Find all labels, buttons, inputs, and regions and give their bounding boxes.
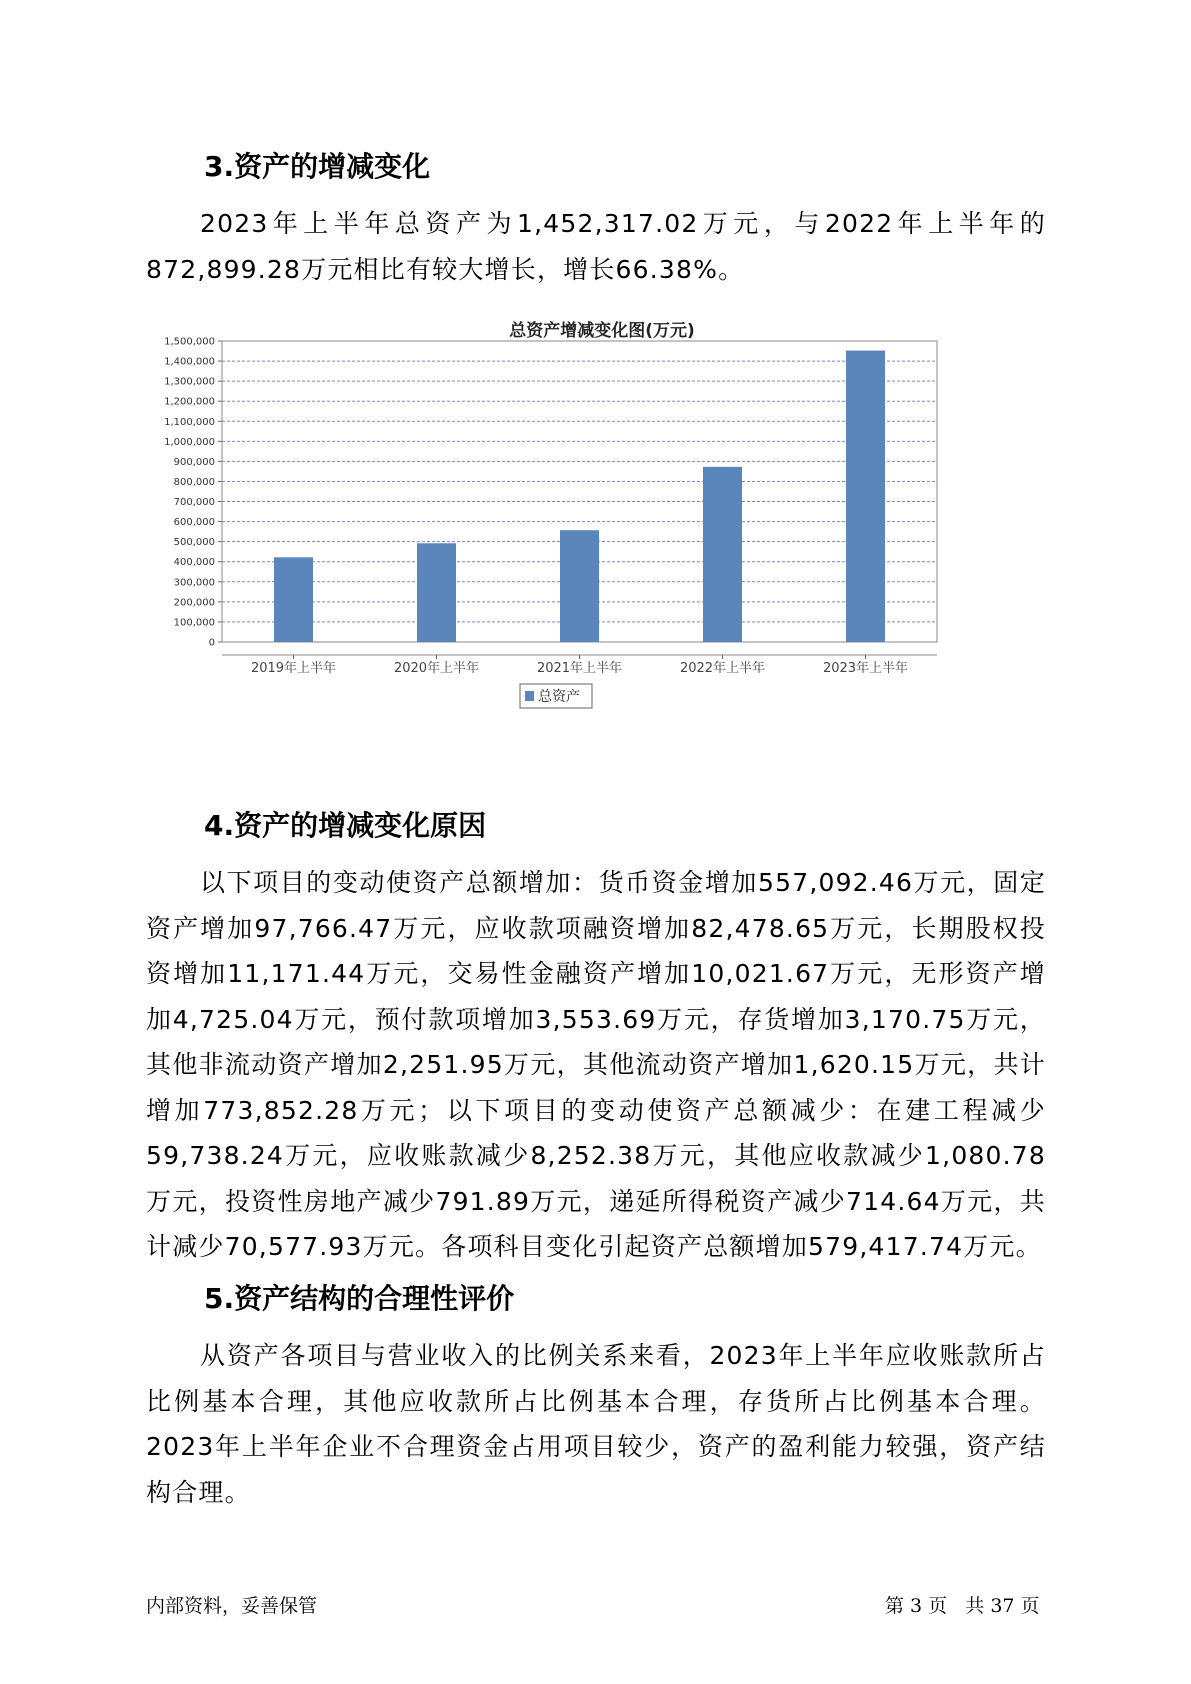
legend-label: 总资产 bbox=[538, 689, 580, 705]
y-tick-label: 700,000 bbox=[173, 497, 215, 509]
x-category-label: 2021年上半年 bbox=[536, 661, 623, 676]
y-tick-label: 200,000 bbox=[173, 597, 215, 609]
footer-confidential-note: 内部资料，妥善保管 bbox=[146, 1595, 318, 1617]
y-tick-label: 1,300,000 bbox=[164, 376, 215, 388]
section-4-paragraph: 以下项目的变动使资产总额增加：货币资金增加557,092.46万元，固定资产增加97,766.47万元，应收款项融资增加82,478.65万元，长期股权投资增加11,171.44万元，交易性金融资产增加10,021.67万元，无形资产增加4,725.04万元，预付款项增加3,553.69万元，存货增加3,170.75万元，其他非流动资产增加2,251.95万元，其他流动资产增加1,620.15万元，共计增加773,852.28万元；以下项目的变动使资产总额减少：在建工程减少59,738.24万元，应收账款减少8,252.38万元，其他应收款减少1,080.78万元，投资性房地产减少791.89万元，递延所得税资产减少714.64万元，共计减少70,577.93万元。各项科目变化引起资产总额增加579,417.74万元。 bbox=[146, 868, 1046, 1261]
y-tick-label: 400,000 bbox=[173, 557, 215, 569]
y-tick-label: 500,000 bbox=[173, 537, 215, 549]
chart-legend bbox=[520, 684, 592, 708]
y-tick-label: 600,000 bbox=[173, 517, 215, 529]
bar-5 bbox=[846, 351, 885, 642]
section-4-heading: 4.资产的增减变化原因 bbox=[204, 809, 487, 842]
x-axis-labels bbox=[251, 655, 908, 676]
bar-2 bbox=[417, 543, 456, 642]
legend-swatch bbox=[525, 691, 534, 701]
y-tick-label: 800,000 bbox=[173, 476, 215, 488]
x-category-label: 2022年上半年 bbox=[679, 661, 766, 676]
y-tick-label: 1,200,000 bbox=[164, 396, 215, 408]
section-3-paragraph: 2023年上半年总资产为1,452,317.02万元，与2022年上半年的872,899.28万元相比有较大增长，增长66.38%。 bbox=[146, 209, 1046, 284]
y-tick-label: 1,000,000 bbox=[164, 436, 215, 448]
section-3-heading: 3.资产的增减变化 bbox=[204, 150, 431, 183]
y-axis-ticks bbox=[164, 337, 222, 649]
section-5-paragraph: 从资产各项目与营业收入的比例关系来看，2023年上半年应收账款所占比例基本合理，其他应收款所占比例基本合理，存货所占比例基本合理。2023年上半年企业不合理资金占用项目较少，资产的盈利能力较强，资产结构合理。 bbox=[146, 1341, 1046, 1507]
bar-3 bbox=[560, 530, 599, 642]
y-tick-label: 1,100,000 bbox=[164, 416, 215, 428]
y-tick-label: 900,000 bbox=[173, 456, 215, 468]
y-tick-label: 1,500,000 bbox=[164, 336, 215, 348]
section-5-heading: 5.资产结构的合理性评价 bbox=[204, 1282, 515, 1315]
x-category-label: 2023年上半年 bbox=[822, 661, 909, 676]
chart-title: 总资产增减变化图(万元) bbox=[509, 321, 695, 341]
y-tick-label: 300,000 bbox=[173, 577, 215, 589]
footer-page-number: 第 3 页 共 37 页 bbox=[885, 1595, 1040, 1617]
y-tick-label: 0 bbox=[208, 637, 215, 649]
bar-4 bbox=[703, 467, 742, 642]
chart-bars bbox=[274, 351, 885, 642]
bar-1 bbox=[274, 557, 313, 642]
y-tick-label: 1,400,000 bbox=[164, 356, 215, 368]
x-category-label: 2020年上半年 bbox=[393, 661, 480, 676]
y-tick-label: 100,000 bbox=[173, 617, 215, 629]
total-assets-bar-chart bbox=[150, 312, 1020, 772]
x-category-label: 2019年上半年 bbox=[250, 661, 337, 676]
